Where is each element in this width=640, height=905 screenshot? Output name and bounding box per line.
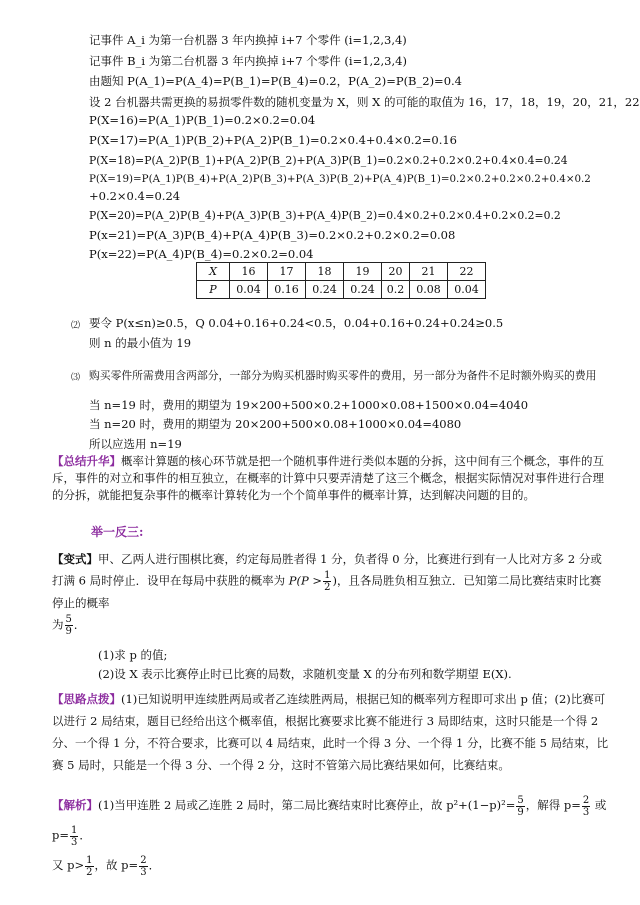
fraction-numerator: 5: [517, 794, 524, 806]
analysis-sol1-fraction: [582, 795, 590, 818]
part2-line-2: 则 n 的最小值为 19: [89, 336, 192, 350]
fraction-numerator: 1: [86, 854, 93, 866]
hint-tag: 【思路点拨】: [52, 692, 121, 706]
analysis-block: [52, 790, 622, 880]
table-cell: 20: [382, 263, 410, 281]
fraction-numerator: 1: [71, 824, 78, 836]
solution-line-4: 设 2 台机器共需更换的易损零件数的随机变量为 X，则 X 的可能的取值为 16，17，18，19，20，21，22: [89, 95, 640, 109]
analysis-sol2-fraction: [70, 825, 78, 848]
part3-number: ⑶: [71, 373, 81, 383]
distribution-table: [196, 262, 486, 299]
part3-line-3: 当 n=20 时，费用的期望为 20×200+500×0.08+1000×0.04=4080: [89, 417, 462, 431]
fraction-denominator: 2: [86, 866, 93, 878]
part3-line-2: 当 n=19 时，费用的期望为 19×200+500×0.2+1000×0.08+1500×0.04=4040: [89, 398, 529, 412]
analysis-cond-fraction: [85, 855, 93, 878]
solution-line-12: P(x=22)=P(A_4)P(B_4)=0.2×0.2=0.04: [89, 247, 314, 261]
variant-cond-fraction: [323, 570, 331, 593]
table-cell: 16: [230, 263, 268, 281]
solution-line-3: 由题知 P(A_1)=P(A_4)=P(B_1)=P(B_4)=0.2，P(A_2)=P(B_2)=0.4: [89, 74, 462, 88]
variant-cond-lhs: P(P >: [288, 573, 323, 588]
variant-cond-rhs: ): [332, 573, 337, 588]
table-row-p: [197, 281, 486, 299]
part2-number: ⑵: [71, 321, 81, 331]
solution-line-8: P(X=19)=P(A_1)P(B_4)+P(A_2)P(B_3)+P(A_3)P(B_2)+P(A_4)P(B_1)=0.2×0.2+0.2×0.2+0.4×0.2: [89, 173, 591, 185]
solution-line-5: P(X=16)=P(A_1)P(B_1)=0.2×0.2=0.04: [89, 113, 316, 127]
summary-block: [52, 453, 612, 504]
analysis-text-end: ．: [79, 828, 91, 842]
analysis-text-or: 或 p=: [52, 798, 607, 842]
analysis-eq-fraction: [516, 795, 524, 818]
variant-question-2: (2)设 X 表示比赛停止时已比赛的局数，求随机变量 X 的分布列和数学期望 E(X).: [98, 667, 512, 681]
solution-line-10: P(X=20)=P(A_2)P(B_4)+P(A_3)P(B_3)+P(A_4)P(B_2)=0.4×0.2+0.2×0.4+0.2×0.2=0.2: [89, 209, 561, 222]
fraction-numerator: 1: [324, 570, 331, 581]
table-cell: 22: [448, 263, 486, 281]
fraction-denominator: 3: [71, 836, 78, 848]
hint-text: (1)已知说明甲连续胜两局或者乙连续胜两局，根据已知的概率列方程即可求出 p 值；(2)比赛可以进行 2 局结束，题目已经给出这个概率值，根据比赛要求比赛不能进行 3 局即结束，这时只能是一个得 2 分、一个得 1 分，不符合要求，比赛可以 4 局结束，此时一个得 3 分、一个得 1 分，比赛不能 5 局结束，比赛 5 局时，只能是一个得 3 分、一个得 2 分，这时不管第六局比赛结果如何，比赛结束。: [52, 692, 609, 772]
fraction-denominator: 3: [582, 806, 590, 818]
part3-line-1: 购买零件所需费用含两部分，一部分为购买机器时购买零件的费用，另一部分为备件不足时额外购买的费用: [89, 369, 597, 382]
summary-text: 概率计算题的核心环节就是把一个随机事件进行类似本题的分拆，这中间有三个概念，事件的互斥，事件的对立和事件的相互独立，在概率的计算中只要弄清楚了这三个概念，根据实际情况对事件进行合理的分拆，就能把复杂事件的概率计算转化为一个个简单事件的概率计算，达到解决问题的目的。: [52, 454, 604, 502]
fraction-numerator: 2: [582, 794, 590, 806]
table-cell: 17: [268, 263, 306, 281]
table-header-p: P: [197, 281, 230, 299]
table-header-x: X: [197, 263, 230, 281]
table-cell: 21: [410, 263, 448, 281]
analysis-answer-fraction: [139, 855, 147, 878]
analysis-tag: 【解析】: [52, 798, 98, 812]
solution-line-1: 记事件 A_i 为第一台机器 3 年内换掉 i+7 个零件 (i=1,2,3,4): [89, 33, 407, 47]
fraction-denominator: 9: [65, 626, 72, 637]
fraction-numerator: 5: [65, 614, 72, 625]
analysis-text-a: (1)当甲连胜 2 局或乙连胜 2 局时，第二局比赛结束时比赛停止，故 p²+(1−p)²=: [98, 798, 516, 812]
fraction-denominator: 3: [140, 866, 147, 878]
variant-text-b: ，且各局胜负相互独立．已知第二局比赛结束时比赛停止的概率: [52, 573, 602, 610]
solution-line-2: 记事件 B_i 为第二台机器 3 年内换掉 i+7 个零件 (i=1,2,3,4): [89, 54, 407, 68]
variant-prob-fraction: [65, 614, 73, 637]
practice-heading: 举一反三:: [91, 525, 144, 539]
solution-line-7: P(X=18)=P(A_2)P(B_1)+P(A_2)P(B_2)+P(A_3)P(B_1)=0.2×0.2+0.2×0.2+0.4×0.4=0.24: [89, 154, 568, 167]
solution-line-6: P(X=17)=P(A_1)P(B_2)+P(A_2)P(B_1)=0.2×0.4+0.4×0.2=0.16: [89, 133, 457, 147]
variant-text-c-prefix: 为: [52, 617, 64, 632]
table-cell: 18: [306, 263, 344, 281]
table-cell: 19: [344, 263, 382, 281]
variant-tag: 【变式】: [52, 552, 98, 566]
part3-line-4: 所以应选用 n=19: [89, 437, 182, 451]
part2-line-1: 要令 P(x≤n)≥0.5，Q 0.04+0.16+0.24<0.5，0.04+0.16+0.24+0.24≥0.5: [89, 316, 504, 330]
fraction-numerator: 2: [140, 854, 147, 866]
analysis-line2-a: 又 p>: [52, 858, 85, 872]
analysis-line2-b: ，故 p=: [94, 858, 139, 872]
table-cell: 0.24: [344, 281, 382, 299]
fraction-denominator: 2: [324, 582, 331, 593]
table-cell: 0.04: [230, 281, 268, 299]
fraction-denominator: 9: [517, 806, 524, 818]
summary-tag: 【总结升华】: [52, 454, 121, 468]
table-cell: 0.04: [448, 281, 486, 299]
table-row-x: [197, 263, 486, 281]
table-cell: 0.08: [410, 281, 448, 299]
hint-block: [52, 688, 612, 776]
variant-question-1: (1)求 p 的值;: [98, 648, 168, 662]
analysis-text-b: ，解得 p=: [525, 798, 581, 812]
analysis-line2-end: ．: [148, 858, 161, 872]
table-cell: 0.24: [306, 281, 344, 299]
solution-line-11: P(x=21)=P(A_3)P(B_4)+P(A_4)P(B_3)=0.2×0.2+0.2×0.2=0.08: [89, 228, 456, 242]
variant-block: [52, 549, 612, 637]
variant-text-c-suffix: ．: [73, 617, 86, 632]
solution-line-9: +0.2×0.4=0.24: [89, 189, 181, 203]
variant-text-a: 甲、乙两人进行围棋比赛，约定每局胜者得 1 分，负者得 0 分，比赛进行到有一人比对方多 2 分或打满 6 局时停止．设甲在每局中获胜的概率为: [52, 552, 602, 588]
table-cell: 0.2: [382, 281, 410, 299]
table-cell: 0.16: [268, 281, 306, 299]
